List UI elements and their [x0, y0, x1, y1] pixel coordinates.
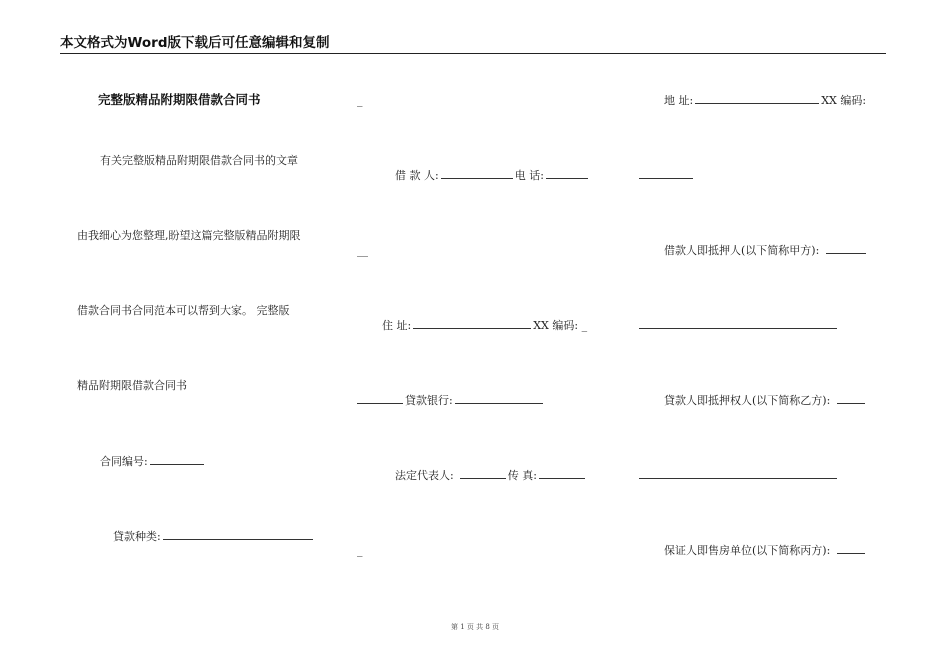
loan-type-blank: [163, 529, 313, 540]
phone-label: 电 话:: [514, 169, 544, 182]
fax-label: 传 真:: [507, 469, 537, 482]
address-field: [664, 93, 866, 108]
middle-mark-1: _: [357, 94, 363, 107]
intro-line-1: 有关完整版精品附期限借款合同书的文章: [100, 154, 298, 167]
address-blank: [695, 93, 819, 104]
guarantor-field: [664, 543, 867, 558]
legal-rep-label: 法定代表人:: [395, 469, 454, 482]
contract-number-blank: [150, 454, 204, 465]
loan-type-label: 貸款种类:: [113, 530, 161, 543]
lending-bank-prefix-blank: [357, 393, 403, 404]
pledgee-field: [664, 393, 867, 408]
intro-line-4: 精品附期限借款合同书: [77, 379, 187, 392]
lending-bank-label: 貸款银行:: [405, 394, 453, 407]
page-number: 第 1 页 共 8 页: [450, 623, 500, 631]
phone-blank: [546, 168, 588, 179]
legal-rep-blank: [460, 468, 506, 479]
pledgee-name-blank: [639, 478, 837, 479]
intro-line-3: 借款合同书合同范本可以帮到大家。 完整版: [77, 304, 290, 317]
pledgor-field: [664, 243, 868, 258]
borrower-label: 借 款 人:: [395, 169, 439, 182]
residence-code-label: XX 编码:: [533, 319, 579, 332]
address-label: 地 址:: [664, 94, 694, 107]
residence-field: [382, 318, 587, 333]
pledgee-blank: [837, 393, 865, 404]
pledgor-name-blank: [639, 328, 837, 329]
phone-continuation-blank: [639, 178, 693, 179]
pledgee-label: 貸款人即抵押权人(以下简称乙方):: [664, 394, 831, 407]
fax-blank: [539, 468, 585, 479]
legal-rep-field: [395, 468, 587, 483]
pledgor-blank: [826, 243, 866, 254]
borrower-blank: [441, 168, 513, 179]
document-title: 完整版精品附期限借款合同书: [98, 92, 261, 107]
guarantor-blank: [837, 543, 865, 554]
contract-number-field: [100, 454, 206, 469]
residence-code-mark: _: [581, 319, 588, 332]
address-code-label: XX 编码:: [821, 94, 867, 107]
residence-label: 住 址:: [382, 319, 412, 332]
lending-bank-blank: [455, 393, 543, 404]
middle-mark-2: __: [357, 244, 368, 257]
borrower-field: [395, 168, 590, 183]
contract-number-label: 合同编号:: [100, 455, 148, 468]
residence-blank: [413, 318, 531, 329]
guarantor-label: 保证人即售房单位(以下简称丙方):: [664, 544, 831, 557]
loan-type-field: [113, 529, 315, 544]
intro-line-2: 由我细心为您整理,盼望这篇完整版精品附期限: [77, 229, 301, 242]
document-header: 本文格式为Word版下载后可任意编辑和复制: [60, 34, 886, 54]
middle-mark-3: _: [357, 544, 363, 557]
pledgor-label: 借款人即抵押人(以下简称甲方):: [664, 244, 820, 257]
lending-bank-field: [357, 393, 545, 408]
